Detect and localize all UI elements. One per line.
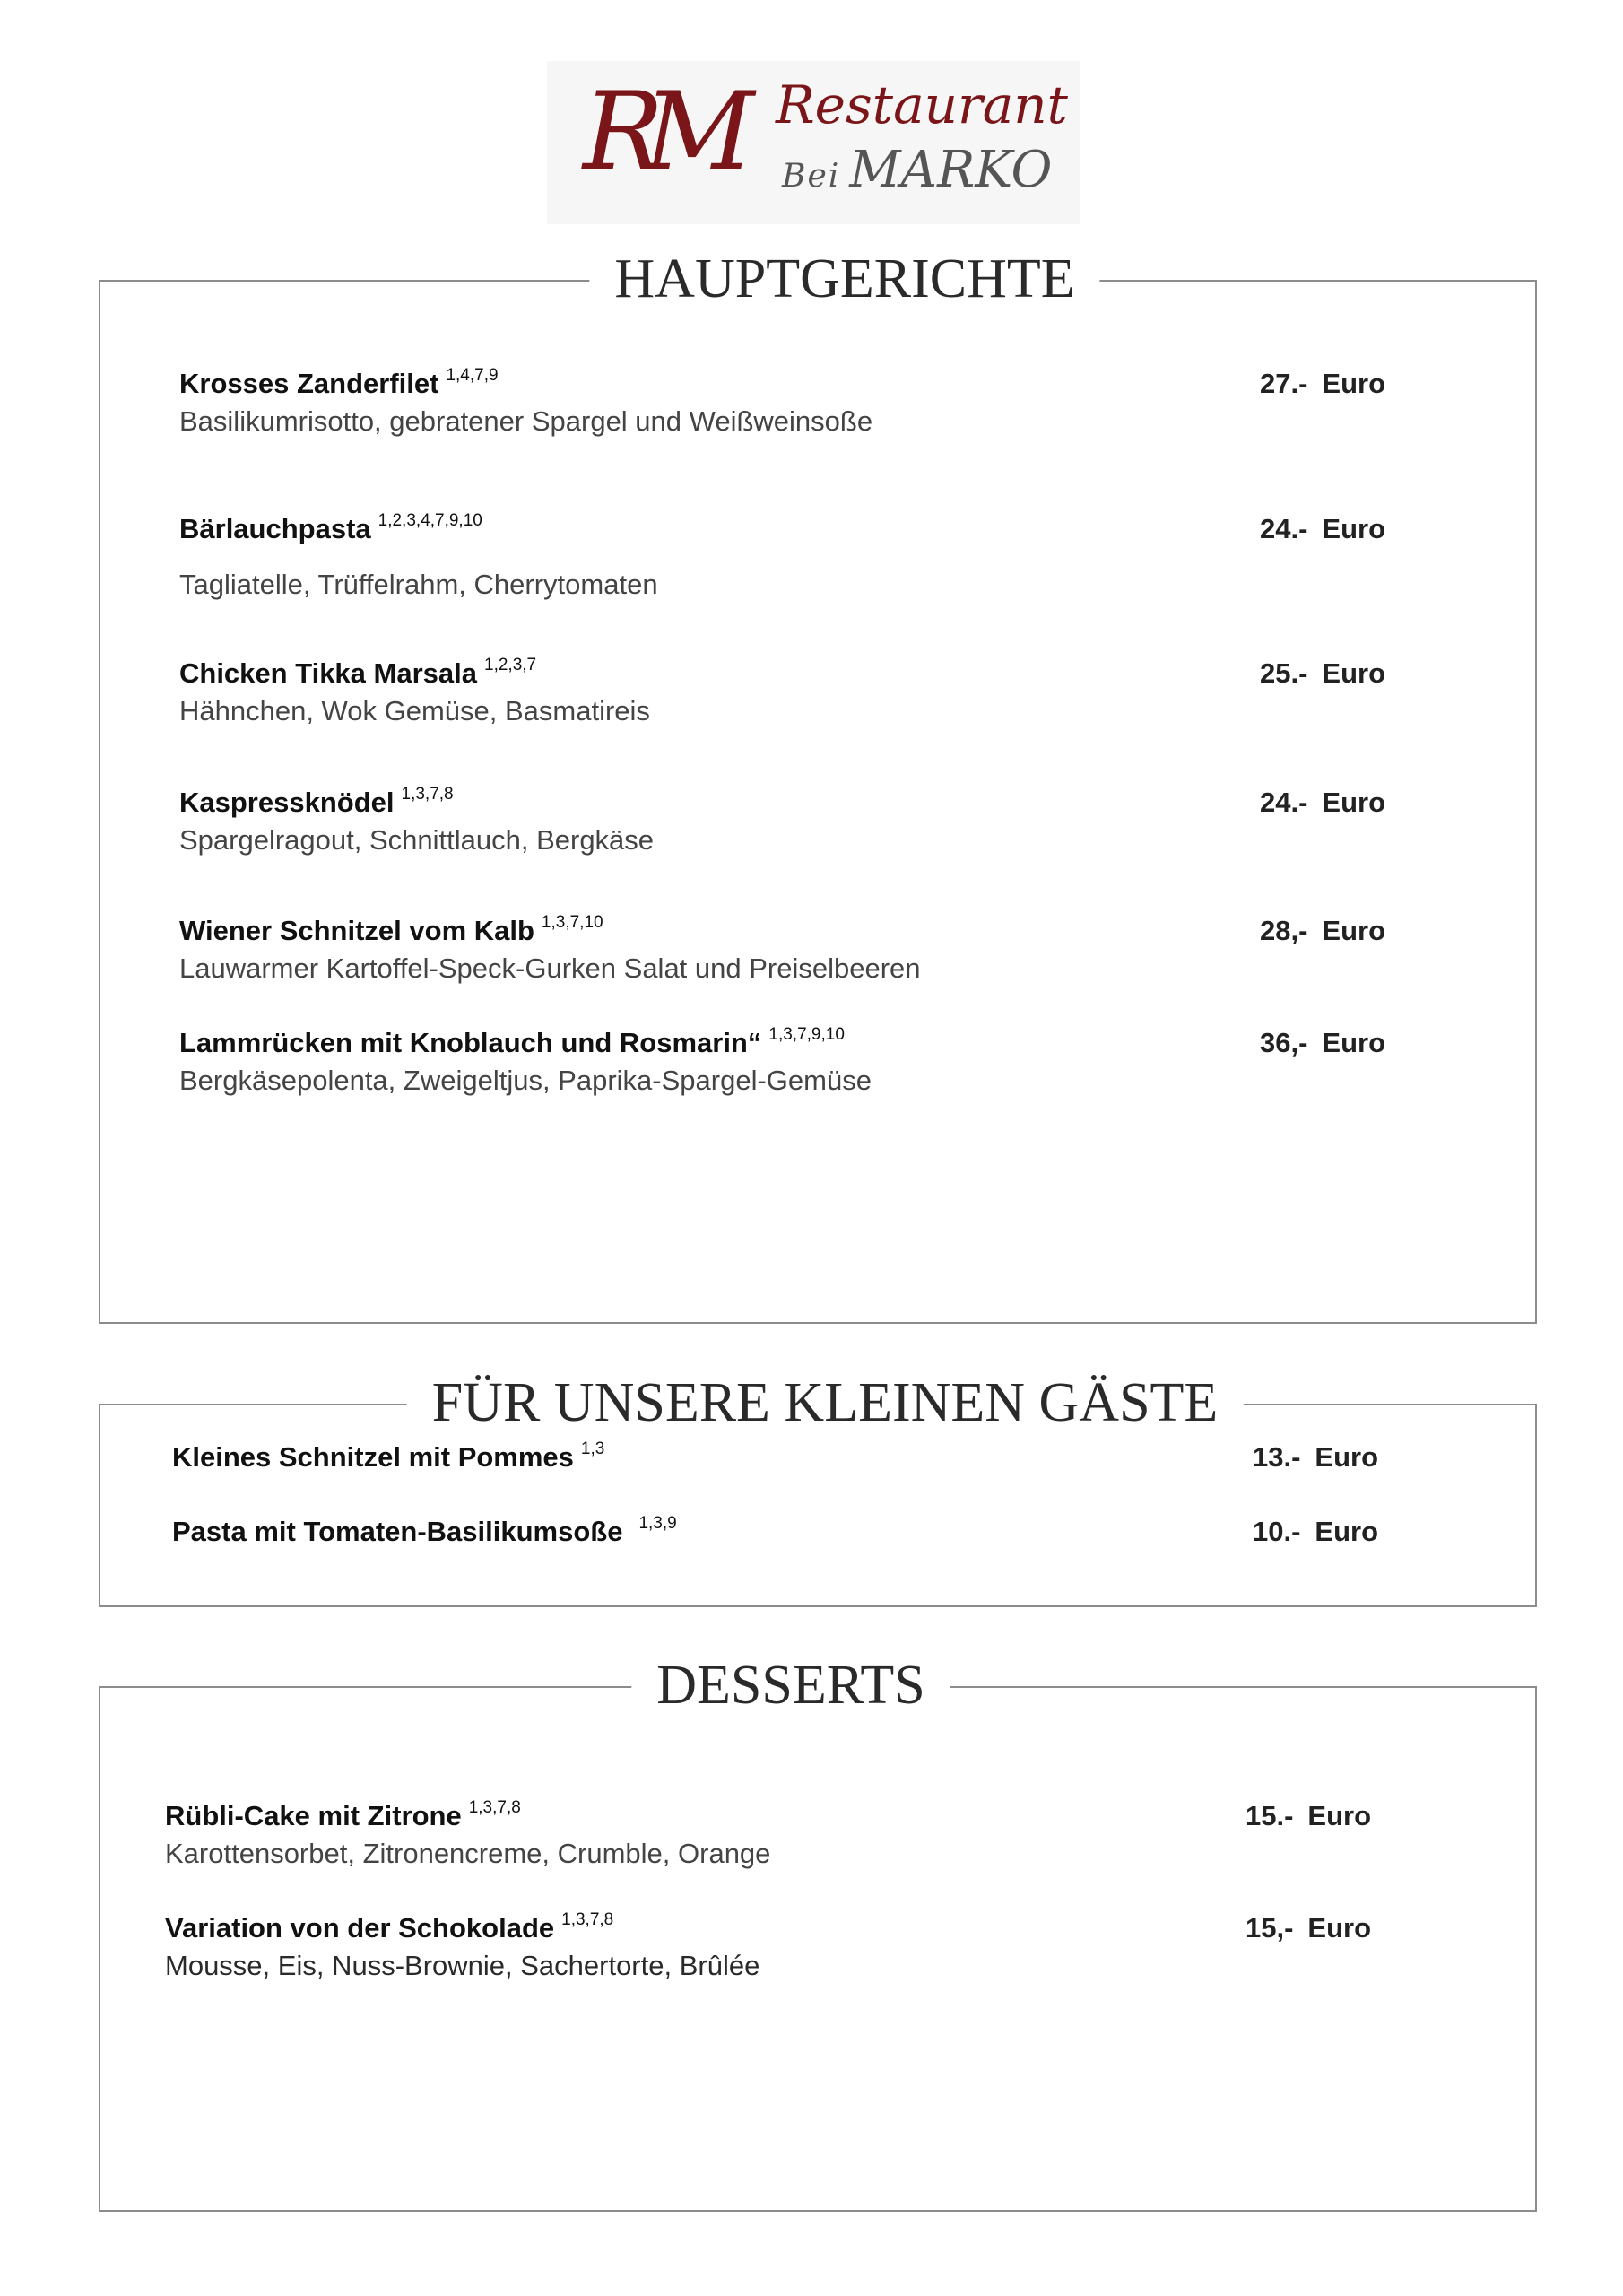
allergen-codes: 1,3,9 bbox=[638, 1514, 677, 1533]
item-price: 25.- Euro bbox=[1260, 657, 1386, 689]
logo-script-text: Restaurant bbox=[776, 74, 1068, 135]
section-title-desserts: DESSERTS bbox=[631, 1645, 950, 1726]
item-price: 13.- Euro bbox=[1253, 1441, 1379, 1473]
allergen-codes: 1,3,7,10 bbox=[541, 913, 603, 932]
item-name: Kleines Schnitzel mit Pommes $^{1,3}$ bbox=[172, 1439, 605, 1473]
allergen-codes: 1,3 bbox=[580, 1439, 605, 1458]
item-description: Bergkäsepolenta, Zweigeltjus, Paprika-Spargel-Gemüse bbox=[179, 1065, 872, 1096]
item-price: 28,- Euro bbox=[1260, 915, 1386, 946]
item-price: 24.- Euro bbox=[1260, 787, 1386, 818]
item-price: 24.- Euro bbox=[1260, 513, 1386, 544]
item-name: Bärlauchpasta $^{1,2,3,4,7,9,10}$ bbox=[179, 511, 482, 544]
item-description: Hähnchen, Wok Gemüse, Basmatireis bbox=[179, 695, 650, 726]
allergen-codes: 1,3,7,9,10 bbox=[768, 1025, 845, 1044]
item-description: Mousse, Eis, Nuss-Brownie, Sachertorte, Brûlée bbox=[165, 1950, 760, 1981]
allergen-codes: 1,3,7,8 bbox=[468, 1798, 521, 1817]
item-description: Tagliatelle, Trüffelrahm, Cherrytomaten bbox=[179, 569, 658, 600]
allergen-codes: 1,2,3,7 bbox=[484, 656, 537, 674]
restaurant-logo bbox=[547, 61, 1080, 224]
item-name: Pasta mit Tomaten-Basilikumsoße $^{1,3,9}$ bbox=[172, 1514, 677, 1547]
item-name: Chicken Tikka Marsala $^{1,2,3,7}$ bbox=[179, 656, 537, 689]
logo-name: MARKO bbox=[849, 141, 1053, 199]
item-price: 36,- Euro bbox=[1260, 1027, 1386, 1058]
item-price: 15,- Euro bbox=[1245, 1912, 1372, 1944]
item-description: Basilikumrisotto, gebratener Spargel und Weißweinsoße bbox=[179, 405, 873, 437]
logo-bei: Bei bbox=[782, 158, 841, 195]
allergen-codes: 1,3,7,8 bbox=[401, 785, 454, 804]
allergen-codes: 1,4,7,9 bbox=[446, 366, 499, 385]
item-description: Lauwarmer Kartoffel-Speck-Gurken Salat und Preiselbeeren bbox=[179, 952, 921, 984]
item-name: Lammrücken mit Knoblauch und Rosmarin“ $^{1,3,7,9,10}$ bbox=[179, 1025, 845, 1058]
item-name: Rübli-Cake mit Zitrone $^{1,3,7,8}$ bbox=[165, 1798, 521, 1831]
item-name: Variation von der Schokolade $^{1,3,7,8}$ bbox=[165, 1910, 614, 1944]
section-title-main-courses: HAUPTGERICHTE bbox=[589, 239, 1099, 319]
section-title-kids-menu: FÜR UNSERE KLEINEN GÄSTE bbox=[407, 1362, 1244, 1443]
item-name: Wiener Schnitzel vom Kalb $^{1,3,7,10}$ bbox=[179, 913, 603, 946]
item-price: 15.- Euro bbox=[1245, 1800, 1372, 1831]
kids-menu-section bbox=[99, 1372, 1537, 1607]
desserts-section bbox=[99, 1655, 1537, 2212]
logo-monogram: RM bbox=[583, 70, 735, 195]
item-price: 10.- Euro bbox=[1253, 1516, 1379, 1547]
allergen-codes: 1,2,3,4,7,9,10 bbox=[378, 511, 482, 530]
allergen-codes: 1,3,7,8 bbox=[561, 1910, 614, 1929]
logo-subtitle bbox=[782, 141, 1053, 199]
item-description: Spargelragout, Schnittlauch, Bergkäse bbox=[179, 824, 655, 856]
item-description: Karottensorbet, Zitronencreme, Crumble, Orange bbox=[165, 1838, 771, 1869]
item-name: Kaspressknödel $^{1,3,7,8}$ bbox=[179, 785, 454, 818]
item-name: Krosses Zanderfilet $^{1,4,7,9}$ bbox=[179, 366, 499, 399]
item-price: 27.- Euro bbox=[1260, 368, 1386, 399]
main-courses-section bbox=[99, 248, 1537, 1324]
